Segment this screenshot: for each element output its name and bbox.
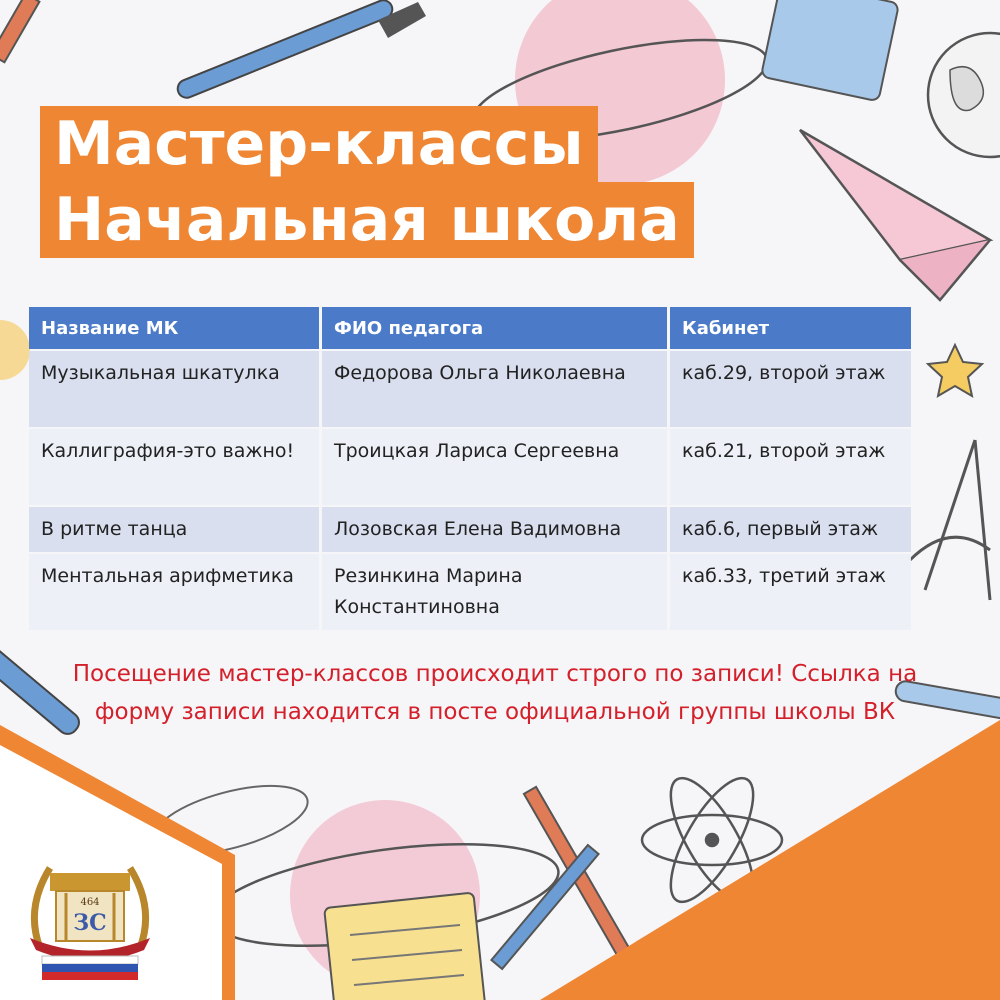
corner-orange bbox=[540, 720, 1000, 1000]
table-row bbox=[29, 554, 911, 630]
cell-room: каб.33, третий этаж bbox=[670, 554, 911, 630]
notepad-icon bbox=[324, 892, 486, 1000]
table-row bbox=[29, 429, 911, 505]
table-row bbox=[29, 507, 911, 552]
column-header-name: Название МК bbox=[29, 307, 319, 349]
cell-room: каб.6, первый этаж bbox=[670, 507, 911, 552]
table-row bbox=[29, 351, 911, 427]
emblem-number: 464 bbox=[80, 897, 100, 908]
pencil-icon bbox=[0, 0, 39, 62]
emblem-initials: ЗС bbox=[73, 910, 107, 936]
cell-name: Каллиграфия-это важно! bbox=[29, 429, 319, 505]
cell-room: каб.29, второй этаж bbox=[670, 351, 911, 427]
star-icon bbox=[928, 345, 982, 396]
notice-text: Посещение мастер-классов происходит строго по записи! Ссылка на форму записи находится в посте официальной группы школы ВК bbox=[72, 661, 918, 725]
cell-teacher: Резинкина Марина Константиновна bbox=[322, 554, 667, 630]
title-line-1: Мастер-классы bbox=[40, 106, 598, 182]
cell-teacher: Лозовская Елена Вадимовна bbox=[322, 507, 667, 552]
table-header-row bbox=[29, 307, 911, 349]
cell-room: каб.21, второй этаж bbox=[670, 429, 911, 505]
globe-icon bbox=[928, 33, 1000, 157]
cell-name: Ментальная арифметика bbox=[29, 554, 319, 630]
paintbrush-icon bbox=[175, 0, 426, 100]
cell-name: Музыкальная шкатулка bbox=[29, 351, 319, 427]
pencil-icon bbox=[491, 845, 598, 969]
school-emblem-icon bbox=[20, 838, 160, 984]
cell-teacher: Троицкая Лариса Сергеевна bbox=[322, 429, 667, 505]
cell-teacher: Федорова Ольга Николаевна bbox=[322, 351, 667, 427]
title-line-2: Начальная школа bbox=[40, 182, 694, 258]
cell-name: В ритме танца bbox=[29, 507, 319, 552]
paper-plane-icon bbox=[800, 130, 990, 300]
compass-icon bbox=[910, 440, 990, 600]
masterclass-table bbox=[26, 305, 914, 632]
column-header-teacher: ФИО педагога bbox=[322, 307, 667, 349]
notepad-icon bbox=[761, 0, 899, 101]
column-header-room: Кабинет bbox=[670, 307, 911, 349]
